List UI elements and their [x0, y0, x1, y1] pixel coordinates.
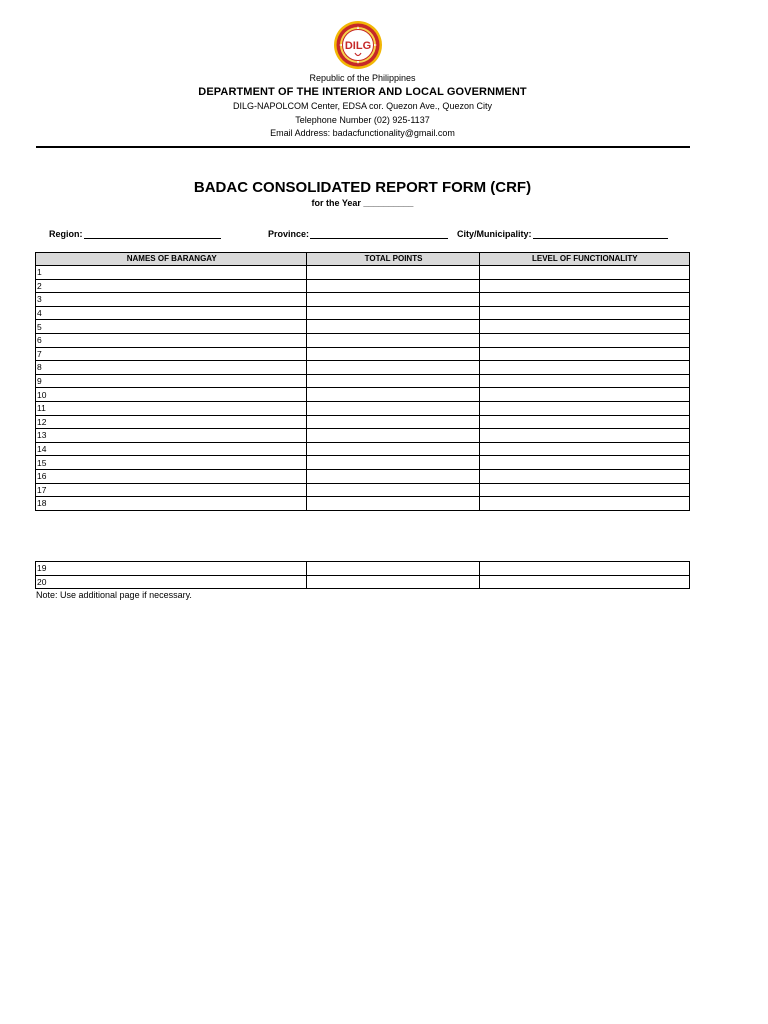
year-field[interactable]: for the Year __________	[311, 198, 414, 208]
table-row	[36, 266, 690, 280]
table-row	[36, 497, 690, 511]
barangay-name-cell[interactable]: 1	[36, 266, 307, 280]
level-of-functionality-cell[interactable]	[479, 401, 689, 415]
level-of-functionality-cell[interactable]	[479, 429, 689, 443]
level-of-functionality-cell[interactable]	[479, 266, 689, 280]
barangay-table-continuation	[35, 561, 690, 589]
level-of-functionality-cell[interactable]	[479, 293, 689, 307]
total-points-cell[interactable]	[307, 442, 479, 456]
city-municipality-blank[interactable]	[533, 228, 668, 239]
barangay-table	[35, 252, 690, 511]
office-address: DILG-NAPOLCOM Center, EDSA cor. Quezon Ave., Quezon City	[233, 101, 492, 111]
table-row	[36, 306, 690, 320]
barangay-name-cell[interactable]: 4	[36, 306, 307, 320]
level-of-functionality-cell[interactable]	[479, 333, 689, 347]
total-points-cell[interactable]	[307, 401, 479, 415]
table-row	[36, 456, 690, 470]
table-row	[36, 483, 690, 497]
level-of-functionality-cell[interactable]	[479, 347, 689, 361]
table-body-continuation	[36, 562, 690, 589]
total-points-cell[interactable]	[307, 562, 479, 576]
table-row	[36, 320, 690, 334]
level-of-functionality-cell[interactable]	[479, 575, 689, 589]
barangay-name-cell[interactable]: 3	[36, 293, 307, 307]
table-row	[36, 374, 690, 388]
table-row	[36, 442, 690, 456]
level-of-functionality-cell[interactable]	[479, 442, 689, 456]
city-municipality-label: City/Municipality:	[457, 229, 532, 239]
republic-line: Republic of the Philippines	[309, 73, 416, 83]
level-of-functionality-cell[interactable]	[479, 469, 689, 483]
total-points-cell[interactable]	[307, 497, 479, 511]
table-row	[36, 279, 690, 293]
total-points-cell[interactable]	[307, 575, 479, 589]
barangay-name-cell[interactable]: 14	[36, 442, 307, 456]
province-field[interactable]	[268, 228, 448, 239]
barangay-name-cell[interactable]: 17	[36, 483, 307, 497]
barangay-name-cell[interactable]: 11	[36, 401, 307, 415]
level-of-functionality-cell[interactable]	[479, 456, 689, 470]
total-points-cell[interactable]	[307, 388, 479, 402]
level-of-functionality-cell[interactable]	[479, 497, 689, 511]
level-of-functionality-cell[interactable]	[479, 279, 689, 293]
table-row	[36, 347, 690, 361]
table-row	[36, 401, 690, 415]
barangay-name-cell[interactable]: 2	[36, 279, 307, 293]
barangay-name-cell[interactable]: 18	[36, 497, 307, 511]
telephone-number: Telephone Number (02) 925-1137	[295, 115, 430, 125]
table-row	[36, 562, 690, 576]
total-points-cell[interactable]	[307, 361, 479, 375]
total-points-cell[interactable]	[307, 320, 479, 334]
total-points-cell[interactable]	[307, 293, 479, 307]
table-row	[36, 415, 690, 429]
total-points-cell[interactable]	[307, 266, 479, 280]
header-divider	[36, 146, 690, 148]
province-blank[interactable]	[310, 228, 448, 239]
level-of-functionality-cell[interactable]	[479, 320, 689, 334]
total-points-cell[interactable]	[307, 415, 479, 429]
column-header-total-points: TOTAL POINTS	[307, 253, 479, 266]
level-of-functionality-cell[interactable]	[479, 483, 689, 497]
form-title: BADAC CONSOLIDATED REPORT FORM (CRF)	[193, 179, 532, 196]
table-body	[36, 266, 690, 511]
total-points-cell[interactable]	[307, 469, 479, 483]
level-of-functionality-cell[interactable]	[479, 361, 689, 375]
level-of-functionality-cell[interactable]	[479, 388, 689, 402]
level-of-functionality-cell[interactable]	[479, 562, 689, 576]
table-row	[36, 388, 690, 402]
barangay-name-cell[interactable]: 10	[36, 388, 307, 402]
total-points-cell[interactable]	[307, 333, 479, 347]
column-header-barangay: NAMES OF BARANGAY	[36, 253, 307, 266]
total-points-cell[interactable]	[307, 374, 479, 388]
total-points-cell[interactable]	[307, 456, 479, 470]
barangay-name-cell[interactable]: 6	[36, 333, 307, 347]
region-blank[interactable]	[84, 228, 221, 239]
table-row	[36, 429, 690, 443]
level-of-functionality-cell[interactable]	[479, 306, 689, 320]
total-points-cell[interactable]	[307, 279, 479, 293]
barangay-name-cell[interactable]: 13	[36, 429, 307, 443]
dilg-seal-logo	[333, 20, 383, 70]
table-row	[36, 575, 690, 589]
level-of-functionality-cell[interactable]	[479, 374, 689, 388]
total-points-cell[interactable]	[307, 347, 479, 361]
region-label: Region:	[49, 229, 83, 239]
footnote: Note: Use additional page if necessary.	[36, 590, 192, 600]
total-points-cell[interactable]	[307, 306, 479, 320]
total-points-cell[interactable]	[307, 483, 479, 497]
province-label: Province:	[268, 229, 310, 239]
barangay-name-cell[interactable]: 16	[36, 469, 307, 483]
barangay-name-cell[interactable]: 7	[36, 347, 307, 361]
seal-lettering: DILG	[344, 40, 372, 52]
table-row	[36, 469, 690, 483]
region-field[interactable]	[49, 228, 221, 239]
department-name: DEPARTMENT OF THE INTERIOR AND LOCAL GOVERNMENT	[198, 86, 527, 98]
city-municipality-field[interactable]	[457, 228, 668, 239]
email-address: Email Address: badacfunctionality@gmail.com	[270, 128, 455, 138]
barangay-name-cell[interactable]: 20	[36, 575, 307, 589]
table-header-row	[36, 253, 690, 266]
barangay-name-cell[interactable]: 9	[36, 374, 307, 388]
barangay-name-cell[interactable]: 5	[36, 320, 307, 334]
barangay-name-cell[interactable]: 19	[36, 562, 307, 576]
level-of-functionality-cell[interactable]	[479, 415, 689, 429]
table-row	[36, 333, 690, 347]
barangay-name-cell[interactable]: 15	[36, 456, 307, 470]
table-row	[36, 293, 690, 307]
total-points-cell[interactable]	[307, 429, 479, 443]
column-header-level-of-functionality: LEVEL OF FUNCTIONALITY	[479, 253, 689, 266]
barangay-name-cell[interactable]: 12	[36, 415, 307, 429]
barangay-name-cell[interactable]: 8	[36, 361, 307, 375]
table-row	[36, 361, 690, 375]
